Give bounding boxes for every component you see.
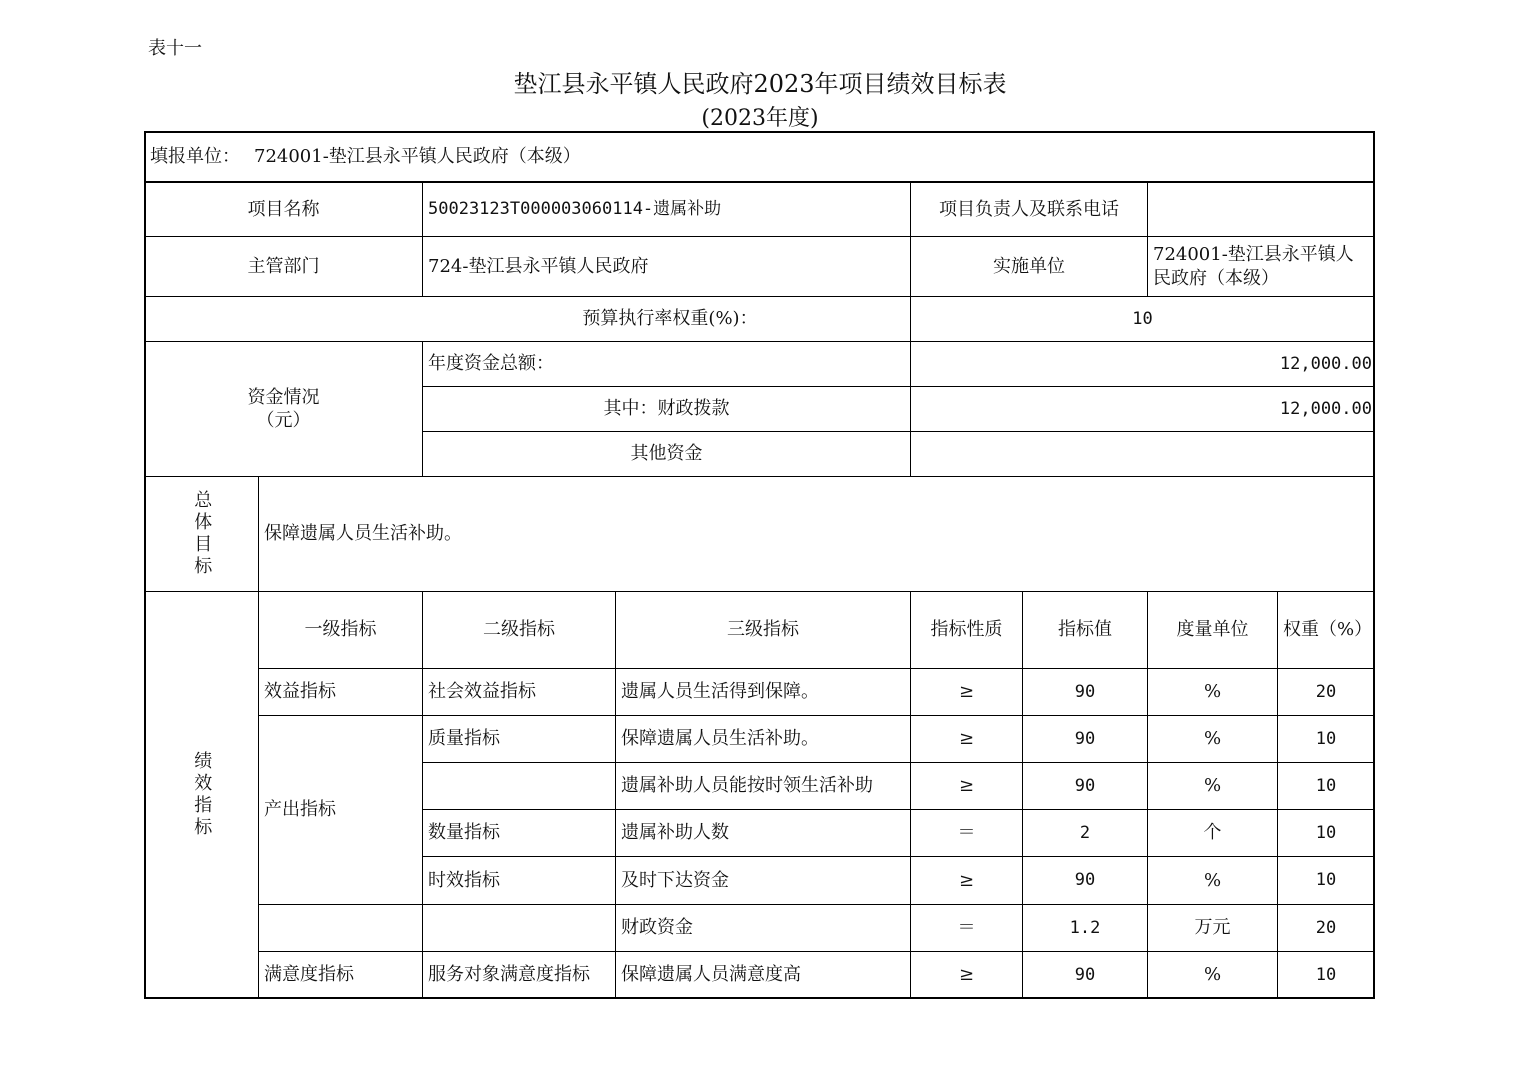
funds-other-label: 其他资金 xyxy=(422,431,911,477)
performance-label-cell xyxy=(144,591,259,999)
row1-value: 90 xyxy=(1022,668,1148,716)
row3-level2 xyxy=(422,762,616,810)
row2-value: 90 xyxy=(1022,715,1148,763)
contact-value xyxy=(1147,182,1375,237)
goal-text: 保障遗属人员生活补助。 xyxy=(258,476,1375,592)
row4-level2: 数量指标 xyxy=(422,809,616,857)
page-title: 垫江县永平镇人民政府2023年项目绩效目标表 xyxy=(513,70,1007,98)
funds-total-label: 年度资金总额： xyxy=(422,341,911,387)
funds-fiscal-label: 其中：财政拨款 xyxy=(422,386,911,432)
funds-label: 资金情况（元） xyxy=(144,341,423,477)
row4-unit: 个 xyxy=(1147,809,1278,857)
row1-unit: % xyxy=(1147,668,1278,716)
reporting-unit-value: 724001-垫江县永平镇人民政府（本级） xyxy=(254,145,581,167)
row4-value: 2 xyxy=(1022,809,1148,857)
row7-level1: 满意度指标 xyxy=(258,951,423,999)
contact-label: 项目负责人及联系电话 xyxy=(910,182,1148,237)
header-nature: 指标性质 xyxy=(910,591,1023,669)
project-name-label: 项目名称 xyxy=(144,182,423,237)
header-level1: 一级指标 xyxy=(258,591,423,669)
header-value: 指标值 xyxy=(1022,591,1148,669)
reporting-unit-row xyxy=(144,131,1375,182)
row1-level3: 遗属人员生活得到保障。 xyxy=(615,668,911,716)
performance-label: 绩效指标 xyxy=(191,751,213,839)
row2-unit: % xyxy=(1147,715,1278,763)
row5-level2: 时效指标 xyxy=(422,856,616,905)
row6-level3: 财政资金 xyxy=(615,904,911,952)
row4-weight: 10 xyxy=(1277,809,1375,857)
goal-label: 总体目标 xyxy=(191,490,213,578)
header-weight: 权重（%） xyxy=(1277,591,1375,669)
dept-value: 724-垫江县永平镇人民政府 xyxy=(422,236,911,297)
impl-unit-label: 实施单位 xyxy=(910,236,1148,297)
row1-nature: ≥ xyxy=(910,668,1023,716)
header-level2: 二级指标 xyxy=(422,591,616,669)
row5-nature: ≥ xyxy=(910,856,1023,905)
goal-label-cell xyxy=(144,476,259,592)
row7-weight: 10 xyxy=(1277,951,1375,999)
row1-level2: 社会效益指标 xyxy=(422,668,616,716)
header-level3: 三级指标 xyxy=(615,591,911,669)
row6-weight: 20 xyxy=(1277,904,1375,952)
row3-nature: ≥ xyxy=(910,762,1023,810)
row5-weight: 10 xyxy=(1277,856,1375,905)
row6-nature: ＝ xyxy=(910,904,1023,952)
table-number: 表十一 xyxy=(148,38,202,59)
row5-value: 90 xyxy=(1022,856,1148,905)
row1-weight: 20 xyxy=(1277,668,1375,716)
row4-level3: 遗属补助人数 xyxy=(615,809,911,857)
funds-other-value xyxy=(910,431,1375,477)
row4-nature: ＝ xyxy=(910,809,1023,857)
row2-weight: 10 xyxy=(1277,715,1375,763)
dept-label: 主管部门 xyxy=(144,236,423,297)
row1-level1: 效益指标 xyxy=(258,668,423,716)
funds-fiscal-value: 12,000.00 xyxy=(910,386,1375,432)
row3-level3: 遗属补助人员能按时领生活补助 xyxy=(615,762,911,810)
row3-unit: % xyxy=(1147,762,1278,810)
funds-total-value: 12,000.00 xyxy=(910,341,1375,387)
impl-unit-value: 724001-垫江县永平镇人民政府（本级） xyxy=(1147,236,1375,297)
row3-weight: 10 xyxy=(1277,762,1375,810)
page-subtitle: (2023年度) xyxy=(701,106,819,131)
header-unit: 度量单位 xyxy=(1147,591,1278,669)
budget-rate-label: 预算执行率权重(%)： xyxy=(144,296,911,342)
row5-unit: % xyxy=(1147,856,1278,905)
row7-nature: ≥ xyxy=(910,951,1023,999)
row2-level3: 保障遗属人员生活补助。 xyxy=(615,715,911,763)
row6-level2 xyxy=(422,904,616,952)
row5-level3: 及时下达资金 xyxy=(615,856,911,905)
row7-level3: 保障遗属人员满意度高 xyxy=(615,951,911,999)
row7-level2: 服务对象满意度指标 xyxy=(422,951,616,999)
row6-unit: 万元 xyxy=(1147,904,1278,952)
row6-value: 1.2 xyxy=(1022,904,1148,952)
reporting-unit-label: 填报单位： xyxy=(150,145,240,167)
row2-level1: 产出指标 xyxy=(258,715,423,905)
row2-nature: ≥ xyxy=(910,715,1023,763)
row3-value: 90 xyxy=(1022,762,1148,810)
budget-rate-value: 10 xyxy=(910,296,1375,342)
project-name-value: 50023123T000003060114-遗属补助 xyxy=(422,182,911,237)
row6-level1 xyxy=(258,904,423,952)
row7-unit: % xyxy=(1147,951,1278,999)
row7-value: 90 xyxy=(1022,951,1148,999)
row2-level2: 质量指标 xyxy=(422,715,616,763)
